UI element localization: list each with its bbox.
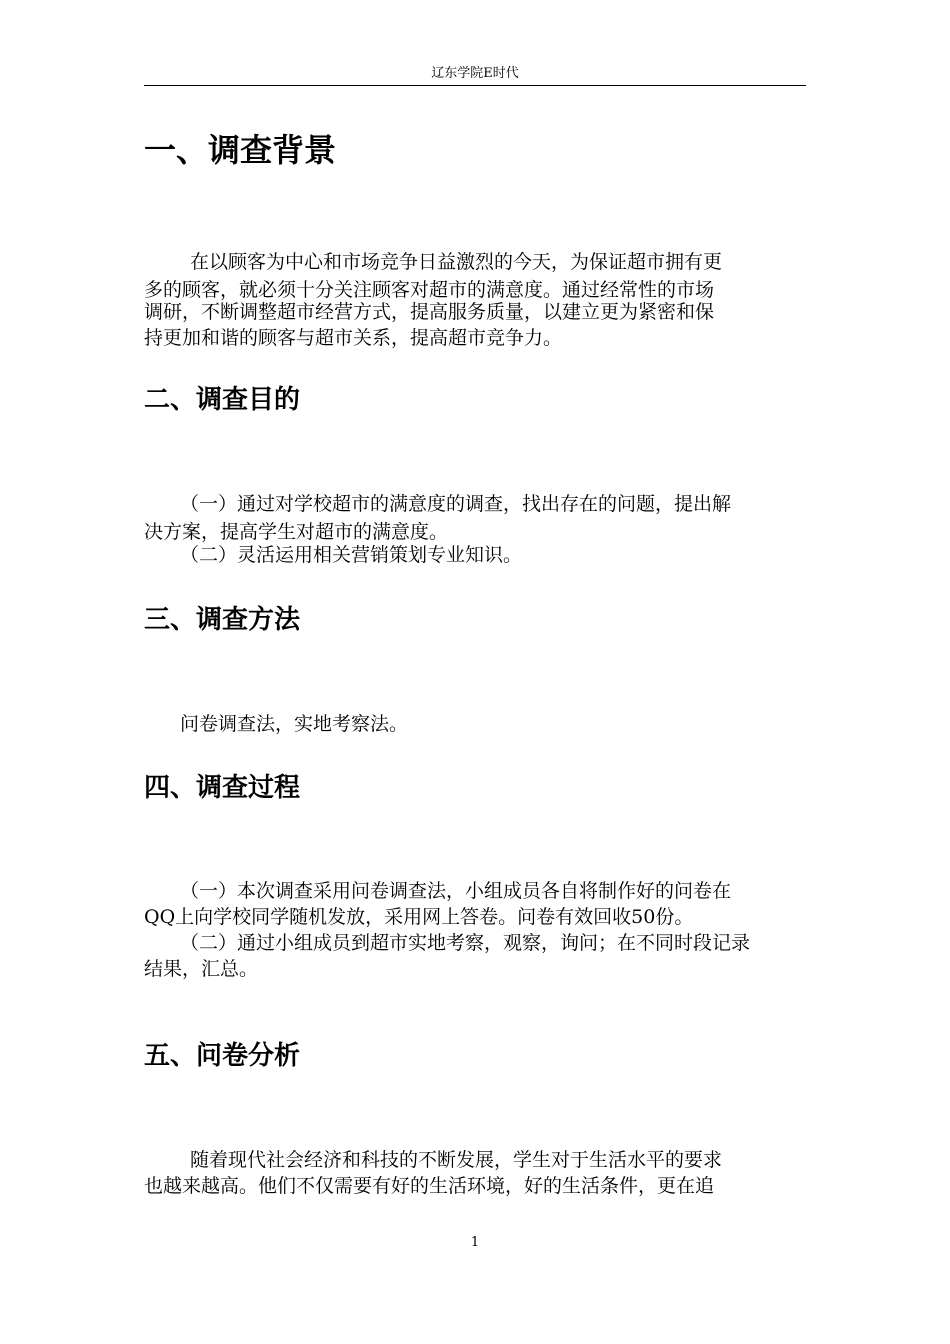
paragraph-line: （一）本次调查采用问卷调查法，小组成员各自将制作好的问卷在 [180,880,732,902]
paragraph-line: 在以顾客为中心和市场竞争日益激烈的今天，为保证超市拥有更 [190,251,723,273]
section-heading-purpose: 二、调查目的 [144,385,301,415]
section-heading-background: 一、调查背景 [144,131,337,169]
section-heading-analysis: 五、问卷分析 [144,1041,301,1071]
paragraph-line: 问卷调查法，实地考察法。 [180,713,409,735]
section-heading-process: 四、调查过程 [144,773,301,803]
header-divider [144,85,806,86]
paragraph-line: 持更加和谐的顾客与超市关系，提高超市竞争力。 [144,327,563,349]
paragraph-line: （二）灵活运用相关营销策划专业知识。 [180,544,523,566]
paragraph-line: 结果，汇总。 [144,958,259,980]
paragraph-line: （一）通过对学校超市的满意度的调查，找出存在的问题，提出解 [180,493,732,515]
page-header-title: 辽东学院E时代 [431,66,519,81]
paragraph-line: 决方案，提高学生对超市的满意度。 [144,521,449,543]
paragraph-line: 也越来越高。他们不仅需要有好的生活环境，好的生活条件，更在追 [144,1175,715,1197]
paragraph-line: 多的顾客，就必须十分关注顾客对超市的满意度。通过经常性的市场 [144,279,715,301]
paragraph-line: 随着现代社会经济和科技的不断发展，学生对于生活水平的要求 [190,1149,723,1171]
page-number: 1 [470,1235,480,1250]
paragraph-line: 调研，不断调整超市经营方式，提高服务质量，以建立更为紧密和保 [144,301,715,323]
paragraph-line: （二）通过小组成员到超市实地考察，观察，询问；在不同时段记录 [180,932,751,954]
paragraph-line: QQ上向学校同学随机发放，采用网上答卷。问卷有效回收50份。 [144,906,694,928]
section-heading-method: 三、调查方法 [144,605,301,635]
